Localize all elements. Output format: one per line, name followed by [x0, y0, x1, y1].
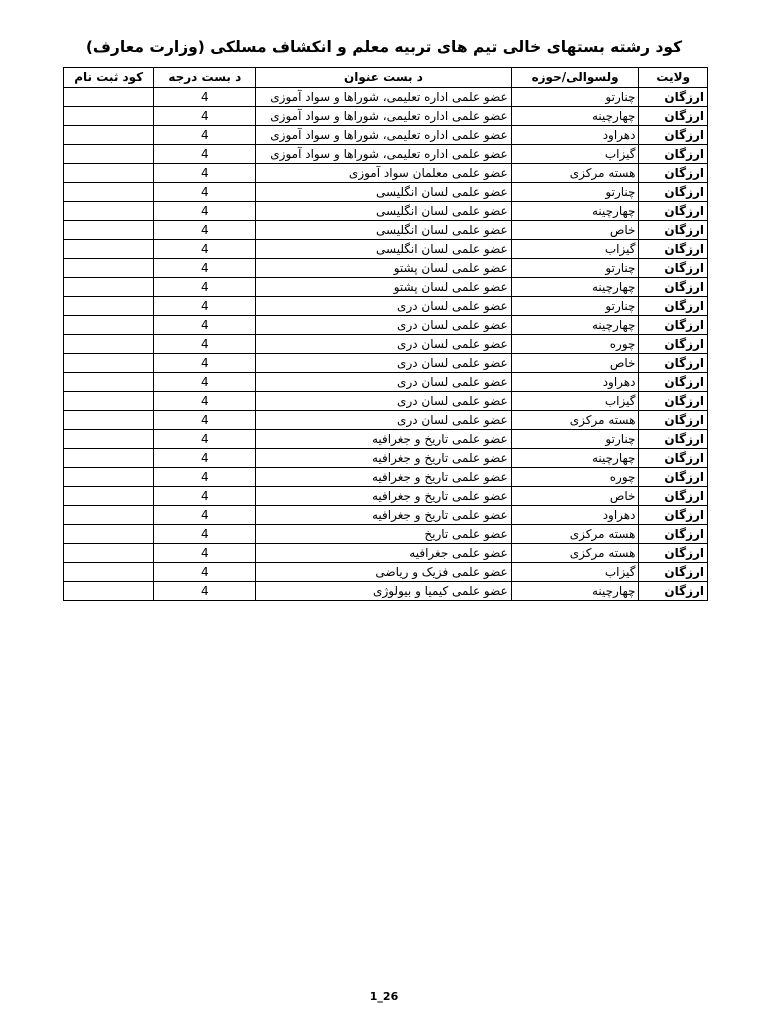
cell-grade: 4 — [154, 354, 256, 373]
table-body — [64, 88, 708, 601]
cell-district: هسته مرکزی — [511, 164, 639, 183]
cell-position: عضو علمی تاریخ و جغرافیه — [256, 430, 512, 449]
header-province: ولایت — [639, 68, 708, 88]
cell-district: دهراود — [511, 506, 639, 525]
cell-registration-code — [64, 278, 154, 297]
cell-district: خاص — [511, 487, 639, 506]
cell-district: چوره — [511, 468, 639, 487]
table-row — [64, 373, 708, 392]
header-district: ولسوالی/حوزه — [511, 68, 639, 88]
cell-grade: 4 — [154, 563, 256, 582]
cell-province: ارزگان — [639, 506, 708, 525]
cell-province: ارزگان — [639, 373, 708, 392]
cell-position: عضو علمی اداره تعلیمی، شوراها و سواد آموزی — [256, 145, 512, 164]
cell-province: ارزگان — [639, 164, 708, 183]
header-grade: د بست درجه — [154, 68, 256, 88]
cell-registration-code — [64, 297, 154, 316]
cell-grade: 4 — [154, 278, 256, 297]
cell-district: چهارچینه — [511, 278, 639, 297]
cell-grade: 4 — [154, 373, 256, 392]
cell-registration-code — [64, 202, 154, 221]
cell-province: ارزگان — [639, 126, 708, 145]
cell-registration-code — [64, 145, 154, 164]
cell-province: ارزگان — [639, 582, 708, 601]
table-row — [64, 297, 708, 316]
cell-province: ارزگان — [639, 183, 708, 202]
cell-grade: 4 — [154, 202, 256, 221]
table-row — [64, 582, 708, 601]
cell-province: ارزگان — [639, 240, 708, 259]
cell-district: دهراود — [511, 373, 639, 392]
cell-registration-code — [64, 468, 154, 487]
cell-position: عضو علمی لسان دری — [256, 354, 512, 373]
cell-position: عضو علمی لسان انگلیسی — [256, 240, 512, 259]
page-number: 1_26 — [369, 990, 399, 1003]
cell-position: عضو علمی لسان دری — [256, 392, 512, 411]
cell-district: گیزاب — [511, 563, 639, 582]
cell-district: گیزاب — [511, 145, 639, 164]
cell-position: عضو علمی لسان انگلیسی — [256, 183, 512, 202]
cell-position: عضو علمی کیمیا و بیولوژی — [256, 582, 512, 601]
table-row — [64, 354, 708, 373]
cell-grade: 4 — [154, 392, 256, 411]
cell-district: گیزاب — [511, 240, 639, 259]
table-row — [64, 145, 708, 164]
cell-province: ارزگان — [639, 221, 708, 240]
cell-province: ارزگان — [639, 392, 708, 411]
table-row — [64, 259, 708, 278]
table-row — [64, 278, 708, 297]
table-row — [64, 563, 708, 582]
cell-grade: 4 — [154, 145, 256, 164]
cell-grade: 4 — [154, 297, 256, 316]
cell-grade: 4 — [154, 449, 256, 468]
cell-position: عضو علمی فزیک و ریاضی — [256, 563, 512, 582]
cell-grade: 4 — [154, 107, 256, 126]
cell-district: چهارچینه — [511, 316, 639, 335]
table-row — [64, 335, 708, 354]
table-row — [64, 392, 708, 411]
cell-district: چهارچینه — [511, 202, 639, 221]
cell-grade: 4 — [154, 468, 256, 487]
cell-grade: 4 — [154, 259, 256, 278]
cell-position: عضو علمی تاریخ و جغرافیه — [256, 506, 512, 525]
table-row — [64, 430, 708, 449]
cell-province: ارزگان — [639, 316, 708, 335]
cell-grade: 4 — [154, 582, 256, 601]
cell-registration-code — [64, 354, 154, 373]
cell-position: عضو علمی لسان دری — [256, 411, 512, 430]
cell-registration-code — [64, 88, 154, 107]
cell-province: ارزگان — [639, 411, 708, 430]
cell-district: گیزاب — [511, 392, 639, 411]
cell-registration-code — [64, 392, 154, 411]
cell-grade: 4 — [154, 164, 256, 183]
table-row — [64, 506, 708, 525]
cell-registration-code — [64, 316, 154, 335]
cell-grade: 4 — [154, 221, 256, 240]
cell-registration-code — [64, 126, 154, 145]
table-row — [64, 525, 708, 544]
cell-position: عضو علمی لسان دری — [256, 297, 512, 316]
cell-registration-code — [64, 582, 154, 601]
cell-district: چهارچینه — [511, 107, 639, 126]
cell-province: ارزگان — [639, 278, 708, 297]
cell-position: عضو علمی تاریخ — [256, 525, 512, 544]
cell-registration-code — [64, 107, 154, 126]
cell-position: عضو علمی جغرافیه — [256, 544, 512, 563]
cell-province: ارزگان — [639, 88, 708, 107]
cell-province: ارزگان — [639, 259, 708, 278]
cell-position: عضو علمی اداره تعلیمی، شوراها و سواد آموزی — [256, 107, 512, 126]
cell-district: چنارتو — [511, 259, 639, 278]
cell-province: ارزگان — [639, 487, 708, 506]
cell-district: خاص — [511, 221, 639, 240]
cell-registration-code — [64, 373, 154, 392]
cell-district: هسته مرکزی — [511, 411, 639, 430]
cell-registration-code — [64, 544, 154, 563]
cell-position: عضو علمی لسان دری — [256, 373, 512, 392]
table-row — [64, 468, 708, 487]
table-row — [64, 126, 708, 145]
cell-grade: 4 — [154, 316, 256, 335]
cell-registration-code — [64, 563, 154, 582]
table-row — [64, 107, 708, 126]
table-row — [64, 183, 708, 202]
table-row — [64, 164, 708, 183]
cell-position: عضو علمی لسان دری — [256, 335, 512, 354]
cell-district: چنارتو — [511, 88, 639, 107]
cell-grade: 4 — [154, 411, 256, 430]
header-registration-code: کود ثبت نام — [64, 68, 154, 88]
cell-grade: 4 — [154, 544, 256, 563]
cell-district: هسته مرکزی — [511, 544, 639, 563]
cell-position: عضو علمی اداره تعلیمی، شوراها و سواد آموزی — [256, 126, 512, 145]
cell-grade: 4 — [154, 335, 256, 354]
table-row — [64, 316, 708, 335]
cell-district: چوره — [511, 335, 639, 354]
cell-grade: 4 — [154, 430, 256, 449]
cell-province: ارزگان — [639, 468, 708, 487]
table-row — [64, 411, 708, 430]
cell-district: چهارچینه — [511, 582, 639, 601]
table-row — [64, 240, 708, 259]
cell-registration-code — [64, 430, 154, 449]
cell-registration-code — [64, 525, 154, 544]
cell-position: عضو علمی تاریخ و جغرافیه — [256, 487, 512, 506]
table-row — [64, 544, 708, 563]
cell-position: عضو علمی تاریخ و جغرافیه — [256, 468, 512, 487]
cell-district: هسته مرکزی — [511, 525, 639, 544]
cell-position: عضو علمی لسان دری — [256, 316, 512, 335]
table-row — [64, 202, 708, 221]
cell-registration-code — [64, 183, 154, 202]
cell-district: چنارتو — [511, 297, 639, 316]
cell-province: ارزگان — [639, 525, 708, 544]
cell-registration-code — [64, 449, 154, 468]
cell-district: چنارتو — [511, 430, 639, 449]
page-title: کود رشته بستهای خالی تیم های تربیه معلم و انکشاف مسلکی (وزارت معارف) — [85, 38, 683, 56]
cell-district: چهارچینه — [511, 449, 639, 468]
cell-grade: 4 — [154, 126, 256, 145]
cell-province: ارزگان — [639, 449, 708, 468]
cell-province: ارزگان — [639, 145, 708, 164]
cell-district: خاص — [511, 354, 639, 373]
cell-registration-code — [64, 506, 154, 525]
vacancy-table — [63, 67, 708, 601]
cell-grade: 4 — [154, 487, 256, 506]
cell-registration-code — [64, 335, 154, 354]
table-row — [64, 449, 708, 468]
table-row — [64, 487, 708, 506]
cell-position: عضو علمی لسان انگلیسی — [256, 202, 512, 221]
cell-registration-code — [64, 487, 154, 506]
cell-registration-code — [64, 259, 154, 278]
cell-position: عضو علمی اداره تعلیمی، شوراها و سواد آموزی — [256, 88, 512, 107]
cell-position: عضو علمی لسان انگلیسی — [256, 221, 512, 240]
cell-province: ارزگان — [639, 202, 708, 221]
table-row — [64, 221, 708, 240]
cell-grade: 4 — [154, 88, 256, 107]
cell-grade: 4 — [154, 506, 256, 525]
cell-province: ارزگان — [639, 107, 708, 126]
cell-grade: 4 — [154, 525, 256, 544]
header-position: د بست عنوان — [256, 68, 512, 88]
cell-province: ارزگان — [639, 430, 708, 449]
cell-province: ارزگان — [639, 563, 708, 582]
table-header-row — [64, 68, 708, 88]
cell-district: دهراود — [511, 126, 639, 145]
cell-position: عضو علمی لسان پشتو — [256, 278, 512, 297]
cell-position: عضو علمی تاریخ و جغرافیه — [256, 449, 512, 468]
table-row — [64, 88, 708, 107]
cell-province: ارزگان — [639, 544, 708, 563]
cell-position: عضو علمی لسان پشتو — [256, 259, 512, 278]
cell-registration-code — [64, 240, 154, 259]
cell-registration-code — [64, 411, 154, 430]
cell-province: ارزگان — [639, 335, 708, 354]
cell-district: چنارتو — [511, 183, 639, 202]
cell-grade: 4 — [154, 240, 256, 259]
cell-registration-code — [64, 164, 154, 183]
cell-grade: 4 — [154, 183, 256, 202]
cell-province: ارزگان — [639, 354, 708, 373]
cell-province: ارزگان — [639, 297, 708, 316]
cell-position: عضو علمی معلمان سواد آموزی — [256, 164, 512, 183]
cell-registration-code — [64, 221, 154, 240]
